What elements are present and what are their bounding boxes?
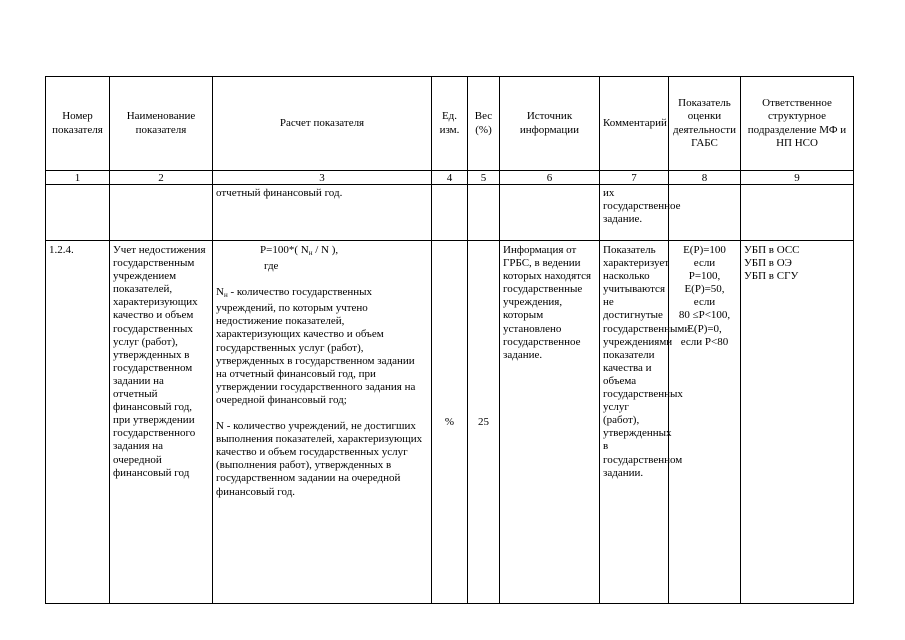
column-number: 3 bbox=[213, 171, 432, 185]
nn-sub: н bbox=[223, 291, 228, 300]
cont-number-cell bbox=[46, 185, 110, 241]
column-number: 8 bbox=[669, 171, 741, 185]
formula-suffix: / N ), bbox=[312, 244, 339, 256]
score-line: 80 ≤P<100, bbox=[678, 309, 731, 322]
score-line: P=100, bbox=[688, 270, 721, 283]
header-row bbox=[46, 77, 854, 171]
column-number: 4 bbox=[432, 171, 468, 185]
cont-source-cell bbox=[500, 185, 600, 241]
column-number: 6 bbox=[500, 171, 600, 185]
indicator-unit: % bbox=[432, 241, 468, 604]
column-number: 1 bbox=[46, 171, 110, 185]
indicator-number: 1.2.4. bbox=[46, 241, 110, 604]
cont-comment-cell: их государственное задание. bbox=[600, 185, 669, 241]
continuation-row bbox=[46, 185, 854, 241]
indicator-comment: Показатель характеризует насколько учитываются не достигнутые государственными учреждениями показатели качества и объема государственных услуг (работ), утвержденных в государственном задании. bbox=[600, 241, 669, 604]
header-weight: Вес (%) bbox=[468, 77, 500, 171]
header-number: Номер показателя bbox=[46, 77, 110, 171]
cont-responsible-cell bbox=[741, 185, 854, 241]
column-number-row bbox=[46, 171, 854, 185]
nn-definition bbox=[216, 286, 428, 407]
n-definition bbox=[216, 420, 428, 499]
indicator-row bbox=[46, 241, 854, 604]
column-number: 2 bbox=[110, 171, 213, 185]
header-calc: Расчет показателя bbox=[213, 77, 432, 171]
formula-where: где bbox=[264, 260, 279, 273]
score-line: если bbox=[693, 257, 716, 270]
header-source: Источник информации bbox=[500, 77, 600, 171]
column-number: 9 bbox=[741, 171, 854, 185]
responsible-unit: УБП в ОЭ bbox=[744, 257, 792, 270]
column-number: 7 bbox=[600, 171, 669, 185]
header-score: Показатель оценки деятельности ГАБС bbox=[669, 77, 741, 171]
column-number: 5 bbox=[468, 171, 500, 185]
cont-name-cell bbox=[110, 185, 213, 241]
n-symbol: N bbox=[216, 420, 224, 433]
n-text: - количество учреждений, не достигших выполнения показателей, характеризующих качество и объем государственных услуг (выполнения работ), утвержденных в государственном задании на очередной финансовый год. bbox=[216, 420, 423, 498]
header-comment: Комментарий bbox=[600, 77, 669, 171]
score-line: если P<80 bbox=[680, 335, 729, 348]
score-line: если bbox=[693, 296, 716, 309]
score-line: E(P)=50, bbox=[684, 283, 725, 296]
nn-symbol: N bbox=[216, 286, 224, 299]
cont-score-cell bbox=[669, 185, 741, 241]
responsible-unit: УБП в СГУ bbox=[744, 270, 799, 283]
responsible-unit: УБП в ОСС bbox=[744, 244, 800, 256]
indicator-calc bbox=[213, 241, 432, 604]
cont-calc-cell: отчетный финансовый год. bbox=[213, 185, 432, 241]
indicator-name: Учет недостижения государственным учреждением показателей, характеризующих качество и объем государственных услуг (работ), утвержденных в государственном задании на отчетный финансовый год, при утверждении государственного задания на очередной финансовый год bbox=[110, 241, 213, 604]
formula-prefix: P=100*( N bbox=[260, 244, 309, 256]
formula-sub: н bbox=[308, 249, 313, 257]
score-line: E(P)=0, bbox=[687, 322, 722, 335]
indicator-weight: 25 bbox=[468, 241, 500, 604]
indicator-table bbox=[45, 76, 854, 604]
nn-text: - количество государственных учреждений, по которым учтено недостижение показателей, характеризующих качество и объем государственных услуг (работ), утвержденных в государственном задании на отчетный финансовый год, при утверждении государственного задания на очередной финансовый год; bbox=[216, 286, 416, 406]
formula bbox=[216, 244, 428, 260]
header-responsible: Ответственное структурное подразделение МФ и НП НСО bbox=[741, 77, 854, 171]
indicator-source: Информация от ГРБС, в ведении которых находятся государственные учреждения, которым установлено государственное задание. bbox=[500, 241, 600, 604]
header-name: Наименование показателя bbox=[110, 77, 213, 171]
indicator-responsible bbox=[741, 241, 854, 604]
score-line: E(P)=100 bbox=[683, 244, 726, 256]
cont-unit-cell bbox=[432, 185, 468, 241]
header-unit: Ед. изм. bbox=[432, 77, 468, 171]
indicator-score bbox=[669, 241, 741, 604]
cont-weight-cell bbox=[468, 185, 500, 241]
